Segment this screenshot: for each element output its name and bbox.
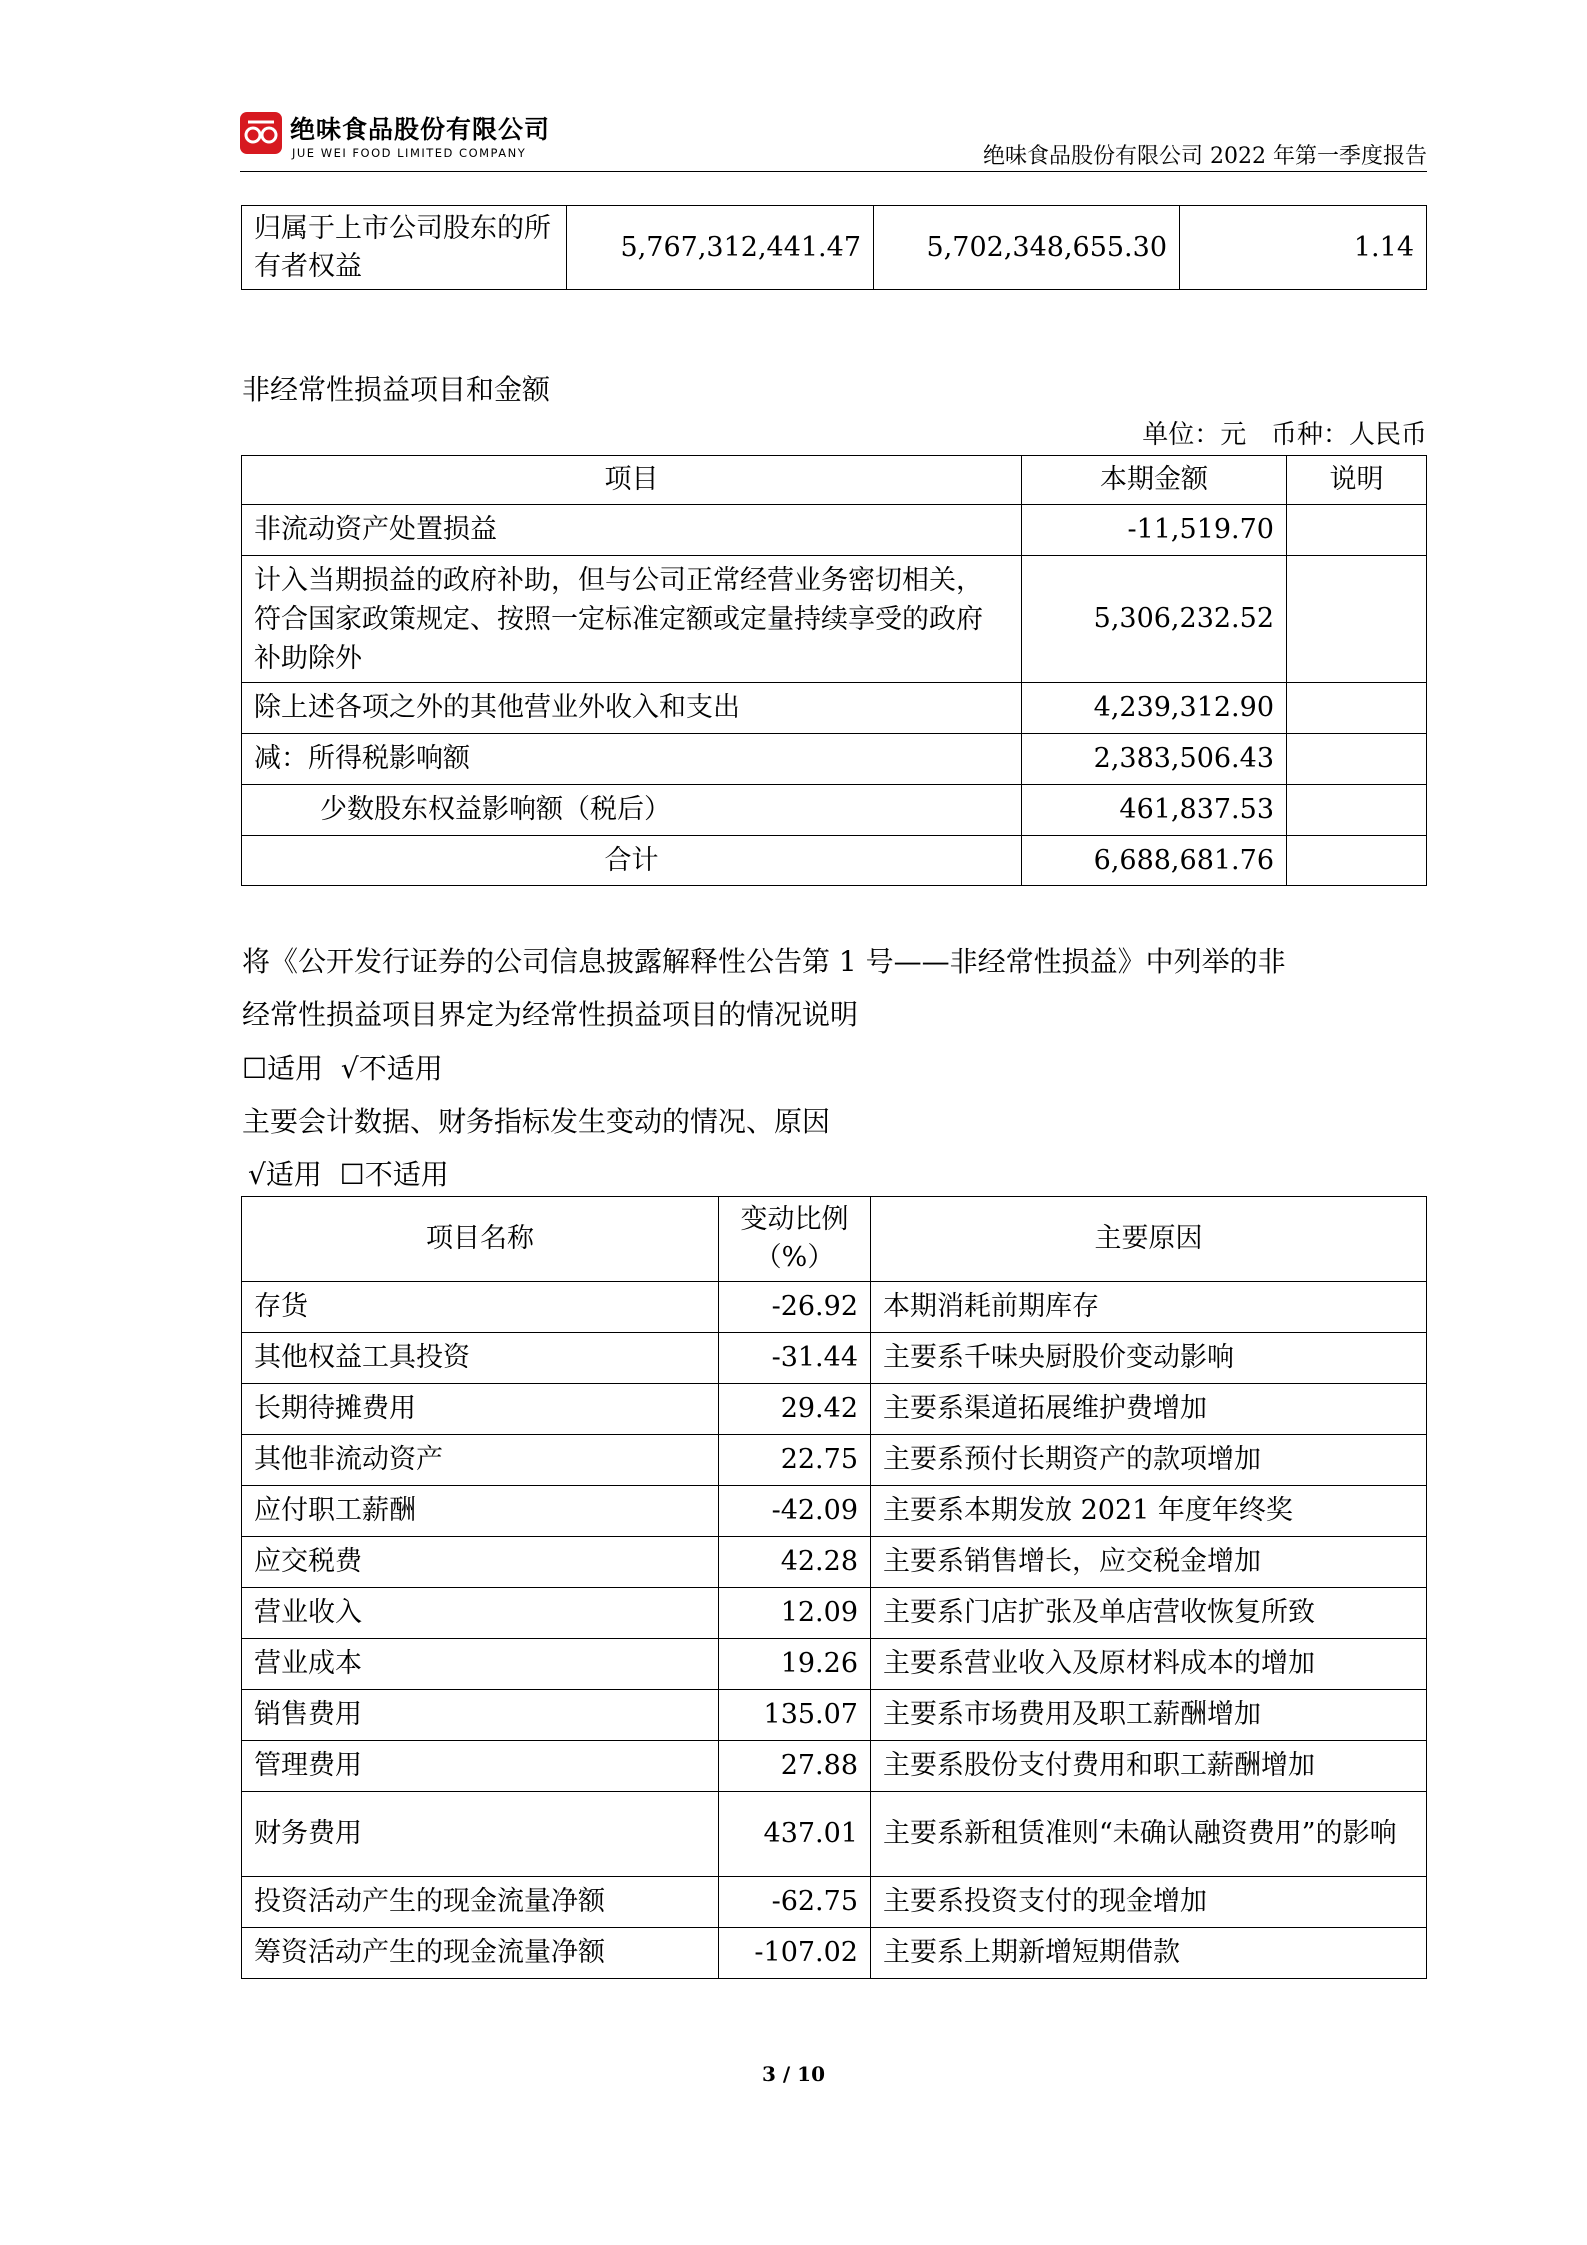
row-item: 非流动资产处置损益 xyxy=(242,505,1022,556)
row-pct: -26.92 xyxy=(719,1282,871,1333)
table-row xyxy=(242,1792,1427,1877)
row-pct: 22.75 xyxy=(719,1435,871,1486)
row-name: 应付职工薪酬 xyxy=(242,1486,719,1537)
row-name: 营业成本 xyxy=(242,1639,719,1690)
table-total-row xyxy=(242,836,1427,886)
col-header-item: 项目 xyxy=(242,456,1022,505)
row-name: 应交税费 xyxy=(242,1537,719,1588)
paragraph-line: 主要会计数据、财务指标发生变动的情况、原因 xyxy=(242,1105,831,1138)
row-amount: 2,383,506.43 xyxy=(1022,734,1287,785)
row-pct: 437.01 xyxy=(719,1792,871,1877)
logo-company-name-en: JUE WEI FOOD LIMITED COMPANY xyxy=(292,146,527,160)
table-row xyxy=(242,1333,1427,1384)
row-name: 长期待摊费用 xyxy=(242,1384,719,1435)
col-header-name: 项目名称 xyxy=(242,1197,719,1282)
table-row xyxy=(242,1486,1427,1537)
equity-current: 5,767,312,441.47 xyxy=(567,206,874,290)
row-name: 财务费用 xyxy=(242,1792,719,1877)
row-name: 管理费用 xyxy=(242,1741,719,1792)
table-row xyxy=(242,505,1427,556)
equity-change-pct: 1.14 xyxy=(1180,206,1427,290)
row-note xyxy=(1287,683,1427,734)
row-name: 投资活动产生的现金流量净额 xyxy=(242,1877,719,1928)
col-header-pct: 变动比例（%） xyxy=(719,1197,871,1282)
row-name: 销售费用 xyxy=(242,1690,719,1741)
row-name: 其他非流动资产 xyxy=(242,1435,719,1486)
header-divider xyxy=(240,171,1427,172)
table-row xyxy=(242,1690,1427,1741)
row-reason: 主要系营业收入及原材料成本的增加 xyxy=(871,1639,1427,1690)
logo-company-name: 绝味食品股份有限公司 xyxy=(290,115,551,144)
table-row xyxy=(242,1877,1427,1928)
applicability-choice: √适用 ☐不适用 xyxy=(248,1158,449,1191)
table-row xyxy=(242,683,1427,734)
table-row xyxy=(242,1537,1427,1588)
row-note xyxy=(1287,785,1427,836)
row-pct: 12.09 xyxy=(719,1588,871,1639)
row-pct: 19.26 xyxy=(719,1639,871,1690)
changes-table xyxy=(241,1196,1427,1979)
table-row xyxy=(242,1928,1427,1979)
row-note xyxy=(1287,836,1427,886)
row-reason: 主要系股份支付费用和职工薪酬增加 xyxy=(871,1741,1427,1792)
row-pct: -31.44 xyxy=(719,1333,871,1384)
col-header-amount: 本期金额 xyxy=(1022,456,1287,505)
equity-label: 归属于上市公司股东的所有者权益 xyxy=(242,206,567,290)
table-row xyxy=(242,1435,1427,1486)
nonrecurring-heading: 非经常性损益项目和金额 xyxy=(242,373,551,406)
company-logo-icon xyxy=(240,112,282,154)
row-amount: 6,688,681.76 xyxy=(1022,836,1287,886)
table-row xyxy=(242,1639,1427,1690)
row-pct: -107.02 xyxy=(719,1928,871,1979)
paragraph-line: 经常性损益项目界定为经常性损益项目的情况说明 xyxy=(242,998,859,1031)
equity-table xyxy=(241,205,1427,290)
row-amount: 461,837.53 xyxy=(1022,785,1287,836)
table-row xyxy=(242,1588,1427,1639)
row-item: 合计 xyxy=(242,836,1022,886)
row-pct: 27.88 xyxy=(719,1741,871,1792)
col-header-reason: 主要原因 xyxy=(871,1197,1427,1282)
nonrecurring-table xyxy=(241,455,1427,886)
row-note xyxy=(1287,734,1427,785)
row-reason: 主要系销售增长，应交税金增加 xyxy=(871,1537,1427,1588)
table-header-row xyxy=(242,1197,1427,1282)
col-header-note: 说明 xyxy=(1287,456,1427,505)
report-title: 绝味食品股份有限公司 2022 年第一季度报告 xyxy=(983,144,1427,169)
table-row xyxy=(242,1384,1427,1435)
row-note xyxy=(1287,556,1427,683)
row-name: 营业收入 xyxy=(242,1588,719,1639)
row-reason: 主要系渠道拓展维护费增加 xyxy=(871,1384,1427,1435)
unit-note: 单位：元 币种：人民币 xyxy=(1142,420,1427,450)
row-amount: 5,306,232.52 xyxy=(1022,556,1287,683)
paragraph-line: 将《公开发行证券的公司信息披露解释性公告第 1 号——非经常性损益》中列举的非 xyxy=(242,945,1286,978)
row-reason: 主要系预付长期资产的款项增加 xyxy=(871,1435,1427,1486)
table-row xyxy=(242,734,1427,785)
row-reason: 主要系千味央厨股价变动影响 xyxy=(871,1333,1427,1384)
table-row xyxy=(242,206,1427,290)
row-note xyxy=(1287,505,1427,556)
row-name: 存货 xyxy=(242,1282,719,1333)
row-reason: 主要系上期新增短期借款 xyxy=(871,1928,1427,1979)
table-row xyxy=(242,556,1427,683)
table-row xyxy=(242,1282,1427,1333)
row-amount: -11,519.70 xyxy=(1022,505,1287,556)
row-pct: 135.07 xyxy=(719,1690,871,1741)
row-pct: -42.09 xyxy=(719,1486,871,1537)
row-item: 少数股东权益影响额（税后） xyxy=(242,785,1022,836)
row-reason: 主要系门店扩张及单店营收恢复所致 xyxy=(871,1588,1427,1639)
row-reason: 主要系市场费用及职工薪酬增加 xyxy=(871,1690,1427,1741)
row-amount: 4,239,312.90 xyxy=(1022,683,1287,734)
row-reason: 主要系新租赁准则“未确认融资费用”的影响 xyxy=(871,1792,1427,1877)
page-number: 3 / 10 xyxy=(762,2062,825,2086)
row-item: 除上述各项之外的其他营业外收入和支出 xyxy=(242,683,1022,734)
applicability-choice: ☐适用 √不适用 xyxy=(242,1052,443,1085)
table-row xyxy=(242,1741,1427,1792)
row-item: 计入当期损益的政府补助，但与公司正常经营业务密切相关，符合国家政策规定、按照一定标准定额或定量持续享受的政府补助除外 xyxy=(242,556,1022,683)
row-item: 减：所得税影响额 xyxy=(242,734,1022,785)
row-reason: 主要系本期发放 2021 年度年终奖 xyxy=(871,1486,1427,1537)
equity-previous: 5,702,348,655.30 xyxy=(874,206,1180,290)
row-reason: 主要系投资支付的现金增加 xyxy=(871,1877,1427,1928)
row-name: 其他权益工具投资 xyxy=(242,1333,719,1384)
row-pct: -62.75 xyxy=(719,1877,871,1928)
row-pct: 29.42 xyxy=(719,1384,871,1435)
row-reason: 本期消耗前期库存 xyxy=(871,1282,1427,1333)
row-pct: 42.28 xyxy=(719,1537,871,1588)
table-header-row xyxy=(242,456,1427,505)
row-name: 筹资活动产生的现金流量净额 xyxy=(242,1928,719,1979)
table-row xyxy=(242,785,1427,836)
